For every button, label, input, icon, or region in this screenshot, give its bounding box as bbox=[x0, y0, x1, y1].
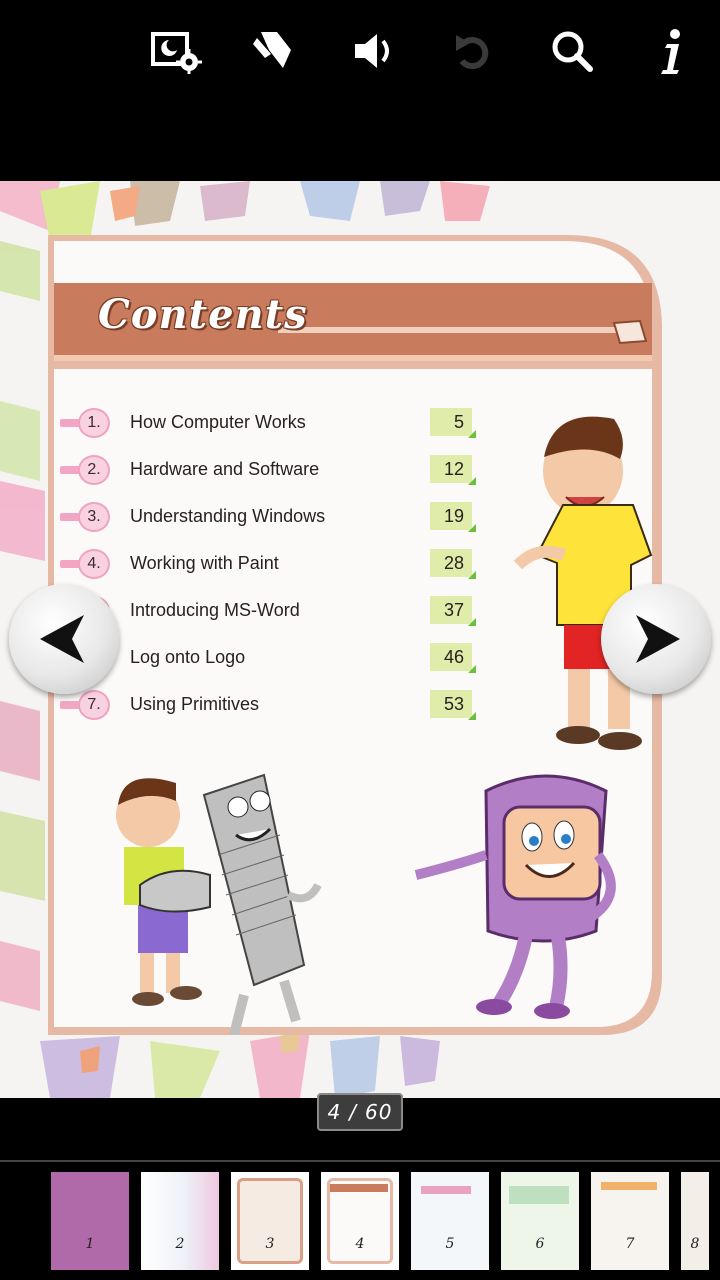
current-page: 4 bbox=[327, 1100, 342, 1124]
thumbnail-2[interactable] bbox=[141, 1172, 219, 1270]
toc-page-number: 19 bbox=[430, 502, 472, 530]
toc-number: 4. bbox=[78, 549, 110, 579]
toc-row[interactable] bbox=[58, 642, 488, 674]
toc-label: Introducing MS-Word bbox=[130, 600, 300, 620]
thumbnail-1[interactable] bbox=[51, 1172, 129, 1270]
toc-number: 7. bbox=[78, 690, 110, 720]
toc-row[interactable] bbox=[58, 595, 488, 627]
toc-label: How Computer Works bbox=[130, 412, 306, 432]
info-icon bbox=[655, 28, 689, 74]
info-button[interactable] bbox=[642, 22, 702, 80]
toc-label: Using Primitives bbox=[130, 694, 260, 714]
toc-number: 1. bbox=[78, 408, 110, 438]
previous-page-button[interactable] bbox=[9, 584, 119, 694]
thumbnail-label: 5 bbox=[445, 1236, 455, 1252]
thumbnail-6[interactable] bbox=[501, 1172, 579, 1270]
toc-label: Hardware and Software bbox=[130, 459, 320, 479]
contents-card bbox=[48, 235, 662, 1035]
toc-page-number: 12 bbox=[430, 455, 472, 483]
next-page-button[interactable] bbox=[601, 584, 711, 694]
toc-label: Working with Paint bbox=[130, 553, 279, 573]
thumbnail-label: 3 bbox=[265, 1236, 275, 1252]
arrow-left-icon bbox=[34, 609, 94, 669]
toc-label: Log onto Logo bbox=[130, 647, 246, 667]
undo-button[interactable] bbox=[442, 22, 502, 80]
thumbnail-label: 2 bbox=[175, 1236, 185, 1252]
toc-row[interactable] bbox=[58, 407, 488, 439]
volume-icon bbox=[351, 31, 397, 71]
toc-number: 3. bbox=[78, 502, 110, 532]
thumbnail-label: 7 bbox=[625, 1236, 635, 1252]
page-indicator bbox=[317, 1093, 403, 1131]
bookmark-button[interactable] bbox=[242, 22, 302, 80]
thumbnail-strip[interactable] bbox=[0, 1160, 720, 1280]
toc-page-number: 46 bbox=[430, 643, 472, 671]
thumbnail-label: 4 bbox=[355, 1236, 365, 1252]
night-mode-settings-button[interactable] bbox=[146, 22, 206, 80]
toc-label: Understanding Windows bbox=[130, 506, 326, 526]
page-separator: / bbox=[349, 1100, 358, 1124]
top-toolbar bbox=[0, 0, 720, 180]
search-icon bbox=[550, 29, 594, 73]
thumbnail-label: 8 bbox=[690, 1236, 700, 1252]
undo-icon bbox=[450, 31, 494, 71]
contents-title: Contents bbox=[98, 291, 308, 338]
total-pages: 60 bbox=[365, 1100, 393, 1124]
toc-row[interactable] bbox=[58, 548, 488, 580]
thumbnail-label: 1 bbox=[85, 1236, 95, 1252]
volume-button[interactable] bbox=[344, 22, 404, 80]
toc-row[interactable] bbox=[58, 501, 488, 533]
toc-row[interactable] bbox=[58, 689, 488, 721]
night-mode-settings-icon bbox=[149, 28, 203, 74]
search-button[interactable] bbox=[542, 22, 602, 80]
thumbnail-5[interactable] bbox=[411, 1172, 489, 1270]
toc-page-number: 5 bbox=[430, 408, 472, 436]
toc-row[interactable] bbox=[58, 454, 488, 486]
toc-page-number: 37 bbox=[430, 596, 472, 624]
thumbnail-4[interactable] bbox=[321, 1172, 399, 1270]
arrow-right-icon bbox=[626, 609, 686, 669]
thumbnail-3[interactable] bbox=[231, 1172, 309, 1270]
toc-page-number: 28 bbox=[430, 549, 472, 577]
thumbnail-label: 6 bbox=[535, 1236, 545, 1252]
toc-number: 2. bbox=[78, 455, 110, 485]
toc-page-number: 53 bbox=[430, 690, 472, 718]
thumbnail-8[interactable] bbox=[681, 1172, 709, 1270]
thumbnail-7[interactable] bbox=[591, 1172, 669, 1270]
bookmark-icon bbox=[247, 28, 297, 74]
